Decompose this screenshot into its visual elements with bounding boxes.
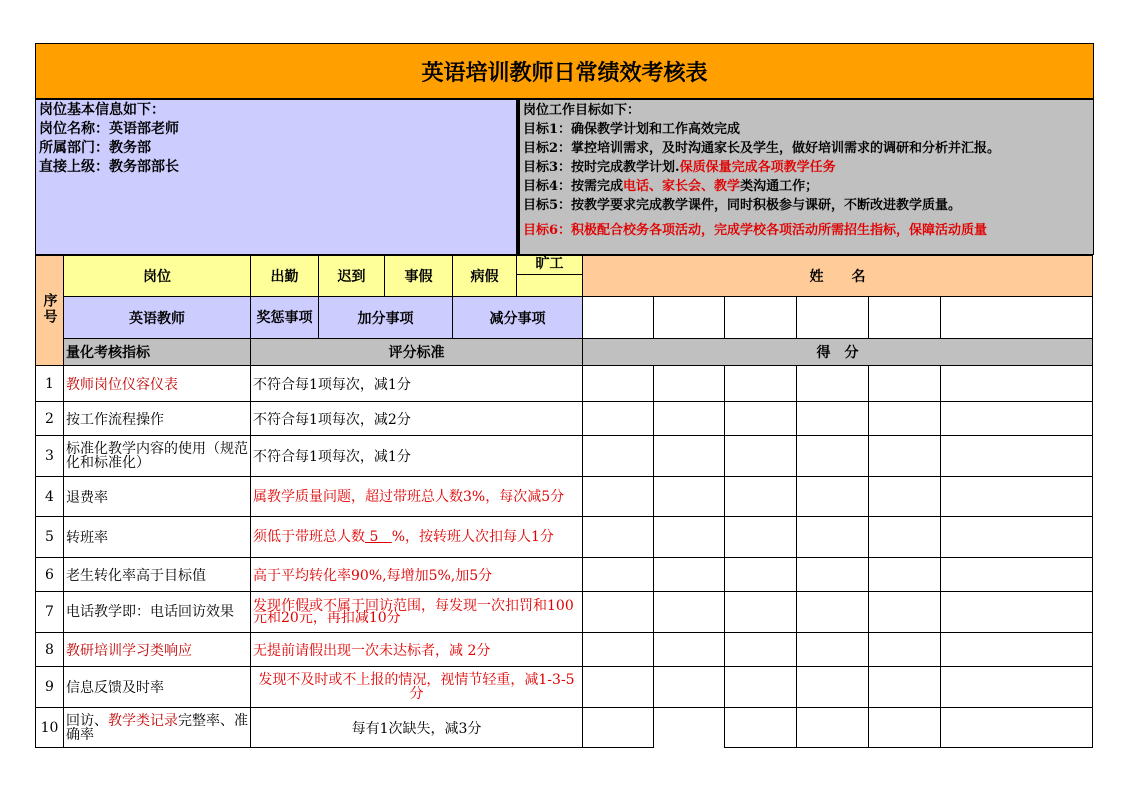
goal-4-tail: 类沟通工作；: [740, 179, 819, 194]
kpi-cell: 电话教学即：电话回访效果: [64, 592, 251, 633]
score-cell[interactable]: [654, 402, 725, 436]
row-number: 2: [36, 402, 64, 436]
department: 所属部门：教务部: [39, 140, 151, 156]
goal-3-highlight: 保质保量完成各项教学任务: [679, 160, 836, 175]
score-cell[interactable]: [869, 477, 941, 517]
kpi-cell: 按工作流程操作: [64, 402, 251, 436]
goal-4: [523, 177, 1090, 196]
score-cell[interactable]: [725, 517, 797, 558]
goals-header: 岗位工作目标如下：: [523, 103, 641, 118]
name-cell[interactable]: [583, 297, 654, 339]
score-cell[interactable]: [797, 708, 869, 748]
goal-4-highlight: 电话、家长会、教学: [623, 179, 741, 194]
deduct-items-header: 减分事项: [453, 297, 583, 339]
standard-cell: 无提前请假出现一次未达标者，减 2分: [251, 633, 583, 667]
kpi-cell: 老生转化率高于目标值: [64, 558, 251, 592]
personal-leave-header: 事假: [385, 256, 453, 297]
score-cell[interactable]: [797, 436, 869, 477]
score-cell[interactable]: [583, 436, 654, 477]
score-cell[interactable]: [583, 366, 654, 402]
kpi-cell: 信息反馈及时率: [64, 667, 251, 708]
goal-5: 目标5：按教学要求完成教学课件，同时积极参与课研，不断改进教学质量。: [523, 198, 962, 213]
standard-cell: 高于平均转化率90%,每增加5%,加5分: [251, 558, 583, 592]
standard-cell: 发现作假或不属于回访范围，每发现一次扣罚和100元和20元，再扣减10分: [251, 592, 583, 633]
row-number: 1: [36, 366, 64, 402]
score-cell[interactable]: [725, 592, 797, 633]
score-cell[interactable]: [725, 667, 797, 708]
table-row: [36, 517, 1093, 558]
row-number: 10: [36, 708, 64, 748]
kpi-cell: 教师岗位仪容仪表: [64, 366, 251, 402]
score-cell[interactable]: [725, 366, 797, 402]
score-cell[interactable]: [725, 633, 797, 667]
goal-4-text: 目标4：按需完成: [523, 179, 624, 194]
score-cell[interactable]: [725, 477, 797, 517]
goal-1: 目标1：确保教学计划和工作高效完成: [523, 122, 741, 137]
score-cell[interactable]: [797, 667, 869, 708]
score-cell[interactable]: [583, 633, 654, 667]
post-goals: [517, 99, 1094, 255]
post-value: 英语教师: [64, 297, 251, 339]
standard-cell: 发现不及时或不上报的情况，视情节轻重，减1-3-5分: [251, 667, 583, 708]
score-cell[interactable]: [654, 477, 725, 517]
score-cell[interactable]: [941, 402, 1093, 436]
score-cell[interactable]: [941, 558, 1093, 592]
score-cell[interactable]: [869, 558, 941, 592]
score-cell[interactable]: [797, 477, 869, 517]
name-cell[interactable]: [654, 297, 725, 339]
table-row: [36, 402, 1093, 436]
score-cell[interactable]: [869, 592, 941, 633]
score-cell[interactable]: [869, 517, 941, 558]
kpi-cell: 标准化教学内容的使用（规范化和标准化）: [64, 436, 251, 477]
kpi-header: 量化考核指标: [64, 339, 251, 366]
table-row: [36, 558, 1093, 592]
score-cell[interactable]: [941, 477, 1093, 517]
score-cell[interactable]: [941, 667, 1093, 708]
name-header: 姓 名: [583, 256, 1093, 297]
score-cell[interactable]: [869, 667, 941, 708]
score-cell[interactable]: [654, 436, 725, 477]
kpi-cell: 转班率: [64, 517, 251, 558]
score-cell[interactable]: [725, 708, 797, 748]
score-cell[interactable]: [941, 592, 1093, 633]
supervisor: 直接上级：教务部部长: [39, 159, 179, 175]
score-cell[interactable]: [725, 558, 797, 592]
post-name: 岗位名称：英语部老师: [39, 121, 179, 137]
page-title: 英语培训教师日常绩效考核表: [35, 43, 1094, 99]
row-number: 9: [36, 667, 64, 708]
score-cell[interactable]: [583, 708, 654, 748]
table-row: [36, 477, 1093, 517]
score-cell[interactable]: [654, 592, 725, 633]
row-number: 8: [36, 633, 64, 667]
score-cell[interactable]: [941, 708, 1093, 748]
standard-cell: 须低于带班总人数 5 %，按转班人次扣每人1分: [251, 517, 583, 558]
post-header: 岗位: [64, 256, 251, 297]
score-cell[interactable]: [654, 366, 725, 402]
score-cell[interactable]: [869, 708, 941, 748]
late-header: 迟到: [319, 256, 385, 297]
name-cell[interactable]: [797, 297, 869, 339]
table-row: [36, 667, 1093, 708]
evaluation-table: [35, 255, 1093, 748]
score-cell[interactable]: [583, 517, 654, 558]
score-cell[interactable]: [797, 592, 869, 633]
table-row: [36, 592, 1093, 633]
attend-header: 出勤: [251, 256, 319, 297]
score-cell[interactable]: [654, 633, 725, 667]
score-cell[interactable]: [797, 633, 869, 667]
score-header: 得 分: [583, 339, 1093, 366]
basic-info-header: 岗位基本信息如下：: [39, 102, 165, 118]
name-cell[interactable]: [869, 297, 941, 339]
standard-cell: 属教学质量问题，超过带班总人数3%，每次减5分: [251, 477, 583, 517]
goal-3: [523, 158, 1090, 177]
absent-header: 旷工: [517, 256, 583, 297]
score-cell[interactable]: [869, 402, 941, 436]
score-cell[interactable]: [797, 558, 869, 592]
bonus-items-header: 加分事项: [319, 297, 453, 339]
post-basic-info: [35, 99, 517, 255]
score-cell[interactable]: [654, 667, 725, 708]
kpi-cell: 退费率: [64, 477, 251, 517]
score-cell[interactable]: [583, 667, 654, 708]
row-number: 4: [36, 477, 64, 517]
score-cell[interactable]: [583, 477, 654, 517]
table-row: [36, 708, 1093, 748]
score-cell[interactable]: [869, 436, 941, 477]
score-cell[interactable]: [869, 633, 941, 667]
score-cell[interactable]: [797, 517, 869, 558]
row-number: 6: [36, 558, 64, 592]
score-cell[interactable]: [654, 517, 725, 558]
kpi-cell: 教研培训学习类响应: [64, 633, 251, 667]
standard-cell: 不符合每1项每次，减1分: [251, 436, 583, 477]
table-row: [36, 366, 1093, 402]
name-cell[interactable]: [941, 297, 1093, 339]
table-row: [36, 436, 1093, 477]
name-cell[interactable]: [725, 297, 797, 339]
goal-2: 目标2：掌控培训需求，及时沟通家长及学生，做好培训需求的调研和分析并汇报。: [523, 141, 1001, 156]
standard-cell: 每有1次缺失，减3分: [251, 708, 583, 748]
row-number: 5: [36, 517, 64, 558]
standard-cell: 不符合每1项每次，减2分: [251, 402, 583, 436]
score-cell[interactable]: [941, 366, 1093, 402]
kpi-cell: 回访、教学类记录完整率、准确率: [64, 708, 251, 748]
reward-penalty-header: 奖惩事项: [251, 297, 319, 339]
score-cell[interactable]: [583, 558, 654, 592]
sick-leave-header: 病假: [453, 256, 517, 297]
row-number: 7: [36, 592, 64, 633]
score-cell[interactable]: [869, 366, 941, 402]
table-row: [36, 633, 1093, 667]
seq-header: 序号: [36, 256, 64, 366]
goal-6: 目标6：积极配合校务各项活动，完成学校各项活动所需招生指标，保障活动质量: [523, 223, 988, 238]
goal-3-text: 目标3：按时完成教学计划.: [523, 160, 680, 175]
score-cell[interactable]: [797, 366, 869, 402]
score-cell[interactable]: [941, 633, 1093, 667]
standard-header: 评分标准: [251, 339, 583, 366]
standard-cell: 不符合每1项每次，减1分: [251, 366, 583, 402]
score-cell[interactable]: [583, 592, 654, 633]
row-number: 3: [36, 436, 64, 477]
score-cell[interactable]: [725, 402, 797, 436]
score-cell[interactable]: [941, 436, 1093, 477]
score-cell[interactable]: [941, 517, 1093, 558]
score-cell[interactable]: [725, 436, 797, 477]
score-cell[interactable]: [654, 558, 725, 592]
score-cell[interactable]: [583, 402, 654, 436]
score-cell[interactable]: [797, 402, 869, 436]
